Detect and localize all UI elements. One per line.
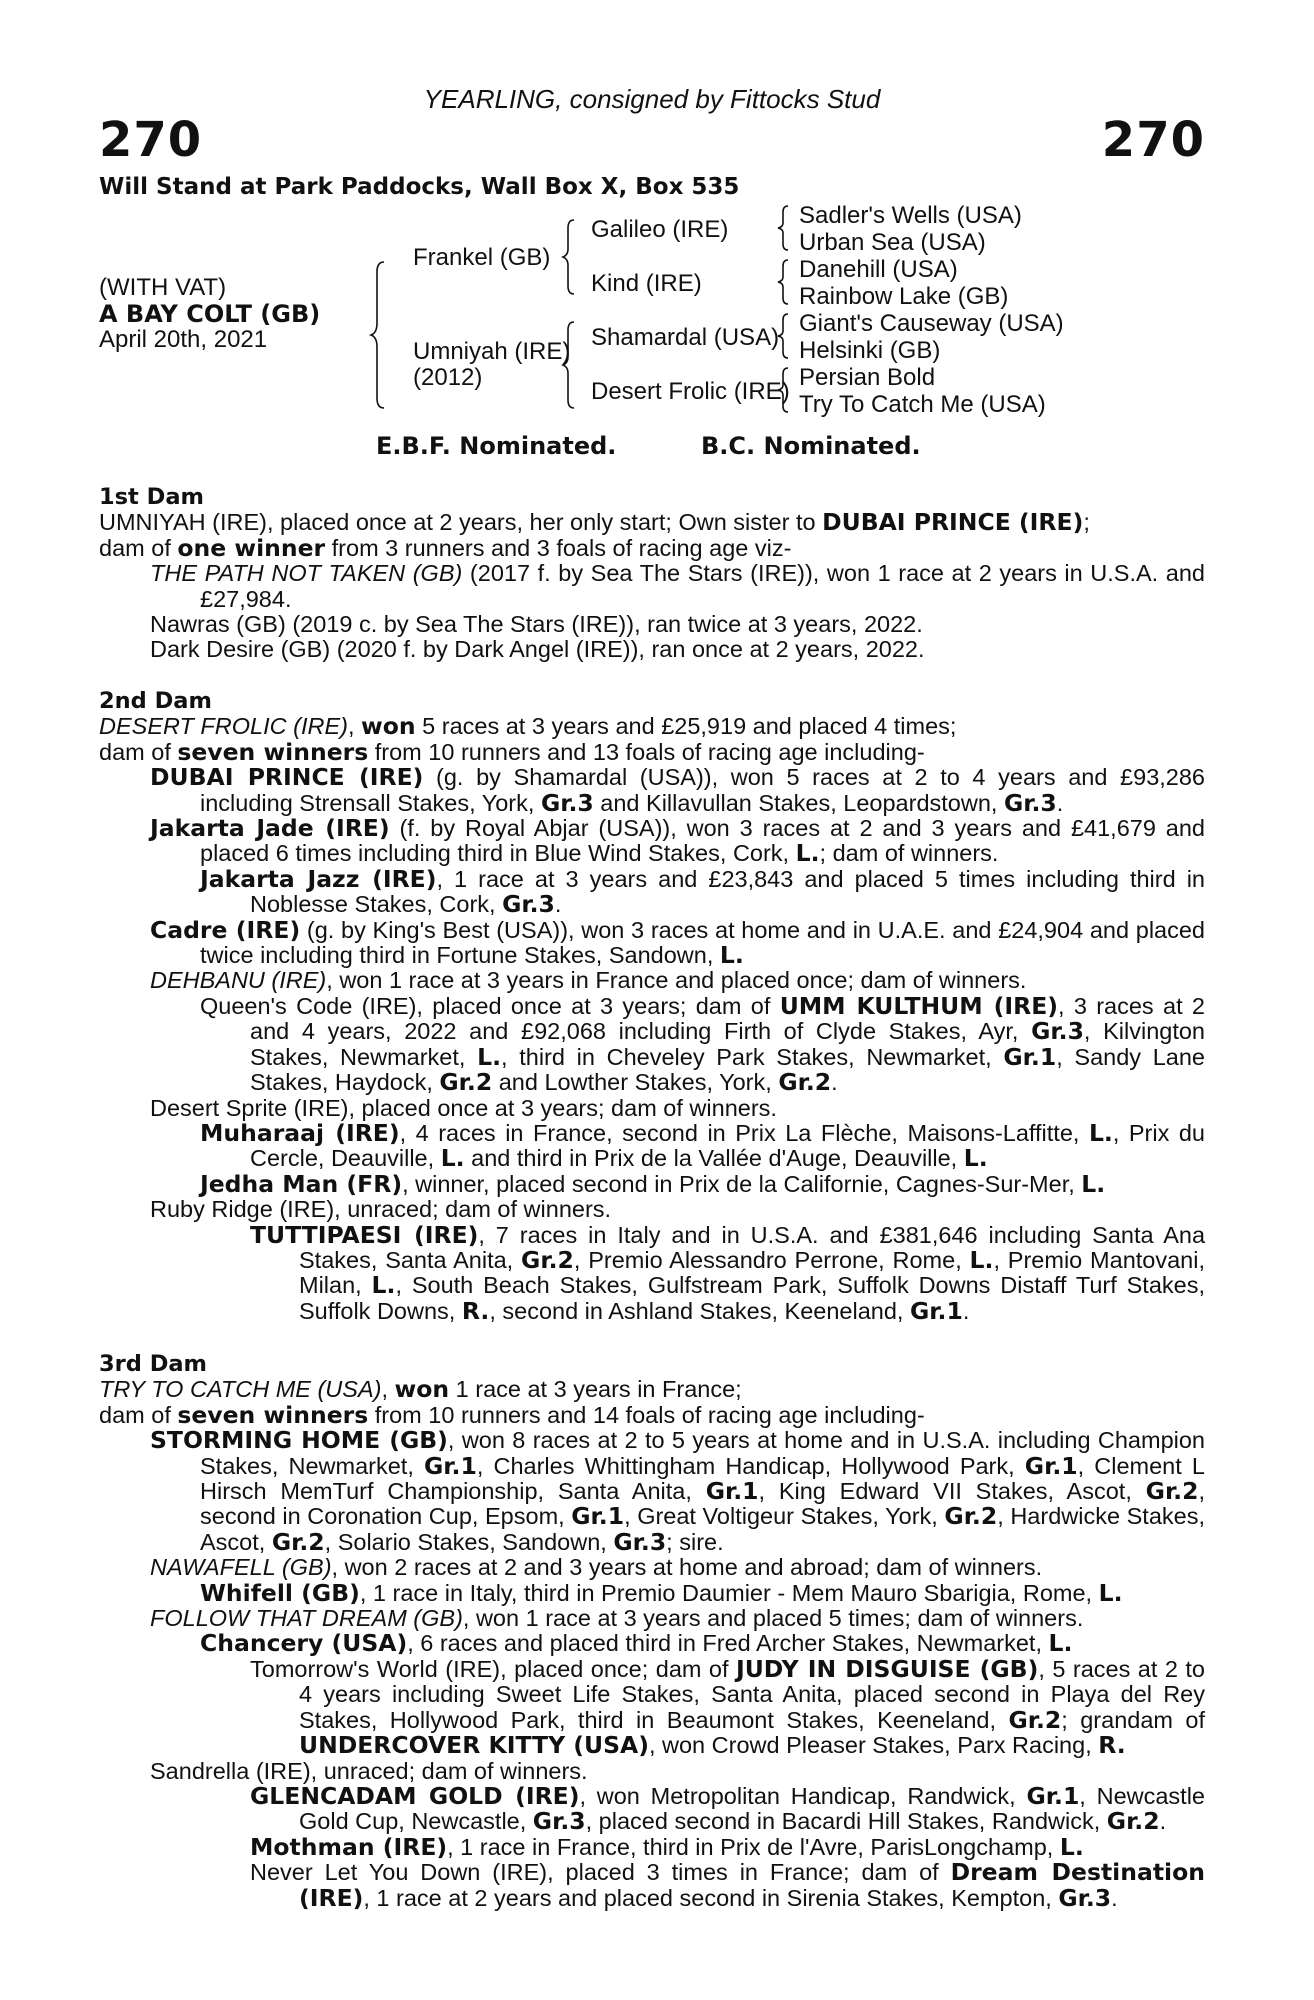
produce-entry: Mothman (IRE), 1 race in France, third in Prix de l'Avre, ParisLongchamp, L. <box>250 1832 1084 1861</box>
dam-dam: Desert Frolic (IRE) <box>591 378 790 405</box>
great-grandparent-7: Persian Bold <box>799 364 936 391</box>
section-title: 1st Dam <box>99 484 204 510</box>
produce-entry: Dark Desire (GB) (2020 f. by Dark Angel (IRE)), ran once at 2 years, 2022. <box>150 636 925 663</box>
pedigree-brace <box>561 218 577 296</box>
produce-entry: Queen's Code (IRE), placed once at 3 years; dam of UMM KULTHUM (IRE), 3 races at 2 and 4 years, 2022 and £92,068 including Firth of Clyde Stakes, Ayr, Gr.3, Kilvington Stakes, Newmarket, L., third in Cheveley Park Stakes, Newmarket, Gr.1, Sandy Lane Stakes, Haydock, Gr.2 and Lowther Stakes, York, Gr.2. <box>200 991 1205 1097</box>
section-title: 3rd Dam <box>99 1351 207 1377</box>
dam-produce-summary: dam of seven winners from 10 runners and 13 foals of racing age including- <box>99 737 925 766</box>
great-grandparent-6: Helsinki (GB) <box>799 337 941 364</box>
great-grandparent-1: Sadler's Wells (USA) <box>799 202 1022 229</box>
pedigree-brace <box>775 204 791 252</box>
vat-note: (WITH VAT) <box>99 274 227 301</box>
bc-nomination: B.C. Nominated. <box>701 432 921 460</box>
pedigree-brace <box>775 312 791 360</box>
dam-produce-summary: dam of one winner from 3 runners and 3 foals of racing age viz- <box>99 533 792 562</box>
great-grandparent-2: Urban Sea (USA) <box>799 229 986 256</box>
produce-entry: Jakarta Jazz (IRE), 1 race at 3 years and £23,843 and placed 5 times including third in Noblesse Stakes, Cork, Gr.3. <box>200 864 1206 919</box>
lot-number-right: 270 <box>1101 112 1205 168</box>
pedigree-table <box>99 200 1205 435</box>
dam-sire: Shamardal (USA) <box>591 324 780 351</box>
foaling-date: April 20th, 2021 <box>99 326 268 353</box>
produce-entry: Chancery (USA), 6 races and placed third in Fred Archer Stakes, Newmarket, L. <box>200 1629 1073 1658</box>
dam-summary: UMNIYAH (IRE), placed once at 2 years, her only start; Own sister to DUBAI PRINCE (IRE); <box>99 508 1090 537</box>
consignor-header: YEARLING, consigned by Fittocks Stud <box>423 84 881 114</box>
produce-entry: FOLLOW THAT DREAM (GB), won 1 race at 3 years and placed 5 times; dam of winners. <box>150 1605 1084 1632</box>
pedigree-brace <box>775 258 791 306</box>
produce-entry: DEHBANU (IRE), won 1 race at 3 years in France and placed once; dam of winners. <box>150 967 1027 994</box>
sire-sire: Galileo (IRE) <box>591 216 729 243</box>
third-dam-section <box>99 1352 1205 1911</box>
produce-entry: Cadre (IRE) (g. by King's Best (USA)), won 3 races at home and in U.A.E. and £24,904 and placed twice including third in Fortune Stakes, Sandown, L. <box>150 915 1205 970</box>
produce-entry: DUBAI PRINCE (IRE) (g. by Shamardal (USA)), won 5 races at 2 to 4 years and £93,286 including Strensall Stakes, York, Gr.3 and Killavullan Stakes, Leopardstown, Gr.3. <box>150 763 1205 817</box>
lot-number-left: 270 <box>99 112 203 168</box>
produce-entry: Desert Sprite (IRE), placed once at 3 years; dam of winners. <box>150 1094 777 1121</box>
produce-entry: Tomorrow's World (IRE), placed once; dam of JUDY IN DISGUISE (GB), 5 races at 2 to 4 years including Sweet Life Stakes, Santa Anita, placed second in Playa del Rey Stakes, Hollywood Park, third in Beaumont Stakes, Keeneland, Gr.2; grandam of UNDERCOVER KITTY (USA), won Crowd Pleaser Stakes, Parx Racing, R. <box>250 1654 1206 1760</box>
produce-entry: Never Let You Down (IRE), placed 3 times in France; dam of Dream Destination (IRE), 1 race at 2 years and placed second in Sirenia Stakes, Kempton, Gr.3. <box>250 1858 1205 1912</box>
dam-year: (2012) <box>413 364 483 391</box>
produce-entry: NAWAFELL (GB), won 2 races at 2 and 3 years at home and abroad; dam of winners. <box>150 1554 1043 1581</box>
produce-entry: Muharaaj (IRE), 4 races in France, second in Prix La Flèche, Maisons-Laffitte, L., Prix du Cercle, Deauville, L. and third in Prix de la Vallée d'Auge, Deauville, L. <box>200 1118 1205 1173</box>
produce-entry: Sandrella (IRE), unraced; dam of winners. <box>150 1757 588 1784</box>
great-grandparent-5: Giant's Causeway (USA) <box>799 310 1064 337</box>
dam-summary: DESERT FROLIC (IRE), won 5 races at 3 years and £25,919 and placed 4 times; <box>99 712 957 741</box>
great-grandparent-4: Rainbow Lake (GB) <box>799 283 1009 310</box>
produce-entry: Ruby Ridge (IRE), unraced; dam of winners. <box>150 1196 612 1223</box>
pedigree-brace <box>561 320 577 410</box>
second-dam-section <box>99 689 1205 1324</box>
produce-entry: Whifell (GB), 1 race in Italy, third in Premio Daumier - Mem Mauro Sbarigia, Rome, L. <box>200 1578 1123 1607</box>
produce-entry: Jedha Man (FR), winner, placed second in Prix de la Californie, Cagnes-Sur-Mer, L. <box>200 1169 1106 1198</box>
first-dam-section <box>99 485 1205 663</box>
pedigree-brace <box>369 260 389 410</box>
sire-dam: Kind (IRE) <box>591 270 702 297</box>
catalogue-page <box>99 0 1205 2000</box>
section-title: 2nd Dam <box>99 688 212 714</box>
stabling-location: Will Stand at Park Paddocks, Wall Box X, Box 535 <box>99 174 740 200</box>
dam-produce-summary: dam of seven winners from 10 runners and 14 foals of racing age including- <box>99 1400 925 1429</box>
produce-entry: Nawras (GB) (2019 c. by Sea The Stars (IRE)), ran twice at 3 years, 2022. <box>150 611 923 638</box>
lot-name: A BAY COLT (GB) <box>99 300 321 328</box>
dam: Umniyah (IRE) <box>413 338 571 365</box>
produce-entry: Jakarta Jade (IRE) (f. by Royal Abjar (USA)), won 3 races at 2 and 3 years and £41,679 and placed 6 times including third in Blue Wind Stakes, Cork, L.; dam of winners. <box>150 814 1206 868</box>
produce-entry: STORMING HOME (GB), won 8 races at 2 to 5 years at home and in U.S.A. including Champion Stakes, Newmarket, Gr.1, Charles Whittingham Handicap, Hollywood Park, Gr.1, Clement L Hirsch MemTurf Championship, Santa Anita, Gr.1, King Edward VII Stakes, Ascot, Gr.2, second in Coronation Cup, Epsom, Gr.1, Great Voltigeur Stakes, York, Gr.2, Hardwicke Stakes, Ascot, Gr.2, Solario Stakes, Sandown, Gr.3; sire. <box>150 1426 1206 1556</box>
pedigree-brace <box>775 366 791 414</box>
sire: Frankel (GB) <box>413 244 551 271</box>
dam-summary: TRY TO CATCH ME (USA), won 1 race at 3 years in France; <box>99 1375 742 1404</box>
produce-entry: GLENCADAM GOLD (IRE), won Metropolitan Handicap, Randwick, Gr.1, Newcastle Gold Cup, Newcastle, Gr.3, placed second in Bacardi Hill Stakes, Randwick, Gr.2. <box>250 1781 1205 1836</box>
great-grandparent-3: Danehill (USA) <box>799 256 958 283</box>
produce-entry: TUTTIPAESI (IRE), 7 races in Italy and in U.S.A. and £381,646 including Santa Ana Stakes, Santa Anita, Gr.2, Premio Alessandro Perrone, Rome, L., Premio Mantovani, Milan, L., South Beach Stakes, Gulfstream Park, Suffolk Downs Distaff Turf Stakes, Suffolk Downs, R., second in Ashland Stakes, Keeneland, Gr.1. <box>250 1220 1206 1325</box>
great-grandparent-8: Try To Catch Me (USA) <box>799 391 1046 418</box>
ebf-nomination: E.B.F. Nominated. <box>376 432 617 460</box>
produce-entry: THE PATH NOT TAKEN (GB) (2017 f. by Sea The Stars (IRE)), won 1 race at 2 years in U.S.A. and £27,984. <box>150 560 1205 612</box>
